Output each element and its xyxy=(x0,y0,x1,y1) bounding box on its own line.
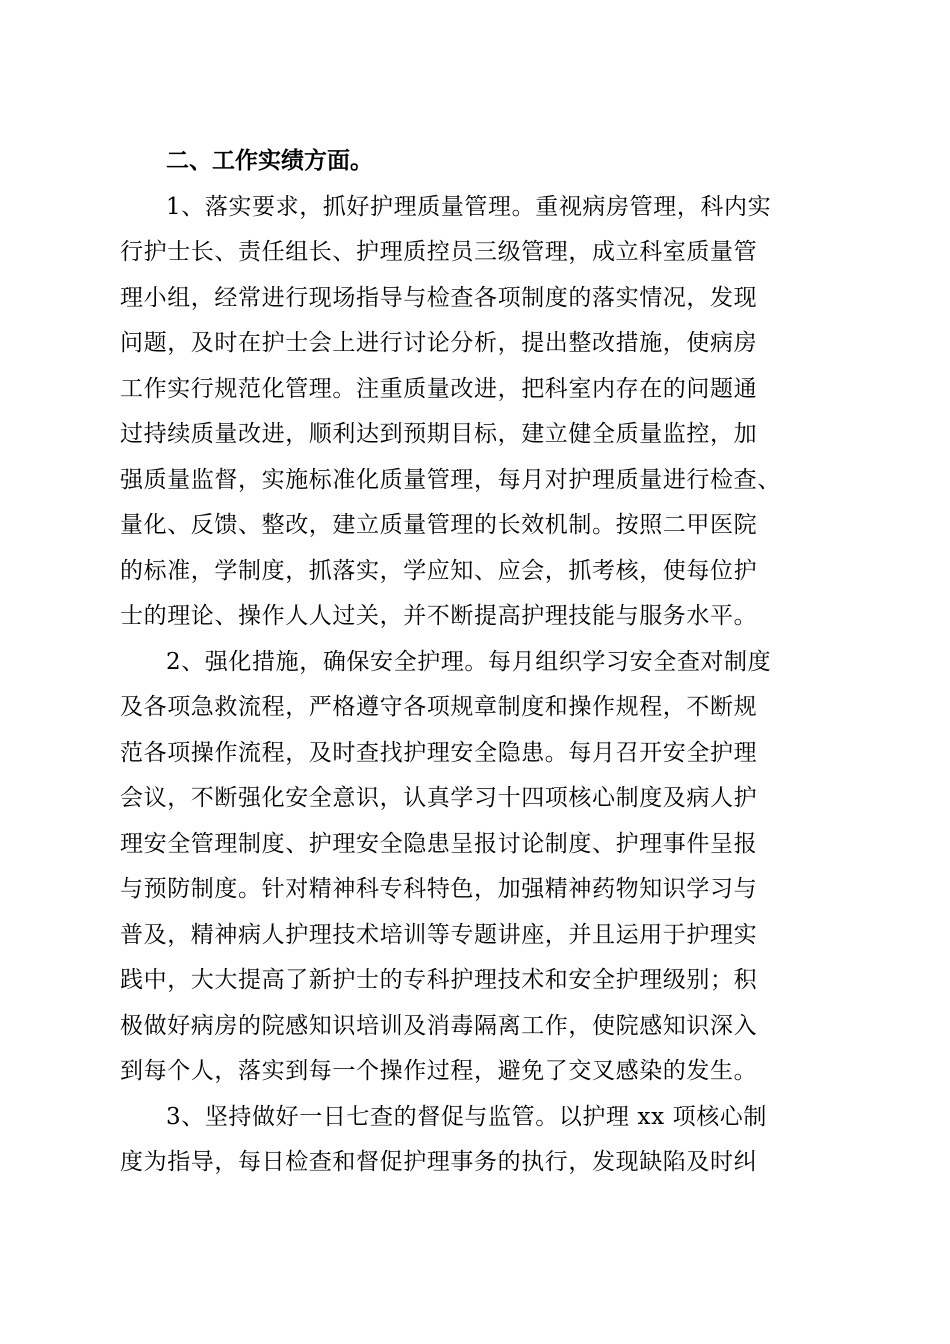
paragraph-2-line: 极做好病房的院感知识培训及消毒隔离工作，使院感知识深入 xyxy=(120,1012,758,1039)
paragraph-1-line: 行护士长、责任组长、护理质控员三级管理，成立科室质量管 xyxy=(120,239,758,265)
paragraph-2-line: 会议，不断强化安全意识，认真学习十四项核心制度及病人护 xyxy=(120,785,758,811)
paragraph-2-line: 范各项操作流程，及时查找护理安全隐患。每月召开安全护理 xyxy=(120,739,758,766)
paragraph-3-line: 度为指导，每日检查和督促护理事务的执行，发现缺陷及时纠 xyxy=(120,1149,758,1175)
paragraph-1-line: 量化、反馈、整改，建立质量管理的长效机制。按照二甲医院 xyxy=(120,512,758,538)
paragraph-2-line: 与预防制度。针对精神科专科特色，加强精神药物知识学习与 xyxy=(120,876,758,902)
section-heading: 二、工作实绩方面。 xyxy=(166,148,373,174)
paragraph-2-line: 及各项急救流程，严格遵守各项规章制度和操作规程，不断规 xyxy=(120,694,758,720)
paragraph-2-line: 到每个人，落实到每一个操作过程，避免了交叉感染的发生。 xyxy=(120,1058,758,1084)
paragraph-2-line: 理安全管理制度、护理安全隐患呈报讨论制度、护理事件呈报 xyxy=(120,830,758,857)
paragraph-2-line: 践中，大大提高了新护士的专科护理技术和安全护理级别；积 xyxy=(120,967,758,993)
paragraph-1-line: 1、落实要求，抓好护理质量管理。重视病房管理，科内实 xyxy=(166,193,772,220)
paragraph-1-line: 强质量监督，实施标准化质量管理，每月对护理质量进行检查、 xyxy=(120,466,781,493)
paragraph-1-line: 工作实行规范化管理。注重质量改进，把科室内存在的问题通 xyxy=(120,375,758,402)
paragraph-1-line: 的标准，学制度，抓落实，学应知、应会，抓考核，使每位护 xyxy=(120,557,758,584)
paragraph-1-line: 问题，及时在护士会上进行讨论分析，提出整改措施，使病房 xyxy=(120,330,758,356)
paragraph-2-line: 2、强化措施，确保安全护理。每月组织学习安全查对制度 xyxy=(166,648,772,675)
body-text xyxy=(120,139,840,1186)
paragraph-1-line: 士的理论、操作人人过关，并不断提高护理技能与服务水平。 xyxy=(120,603,758,629)
paragraph-3-line: 3、坚持做好一日七查的督促与监管。以护理 xx 项核心制 xyxy=(166,1103,767,1130)
paragraph-1-line: 过持续质量改进，顺利达到预期目标，建立健全质量监控，加 xyxy=(120,421,758,447)
paragraph-2-line: 普及，精神病人护理技术培训等专题讲座，并且运用于护理实 xyxy=(120,921,758,948)
paragraph-1-line: 理小组，经常进行现场指导与检查各项制度的落实情况，发现 xyxy=(120,284,758,311)
